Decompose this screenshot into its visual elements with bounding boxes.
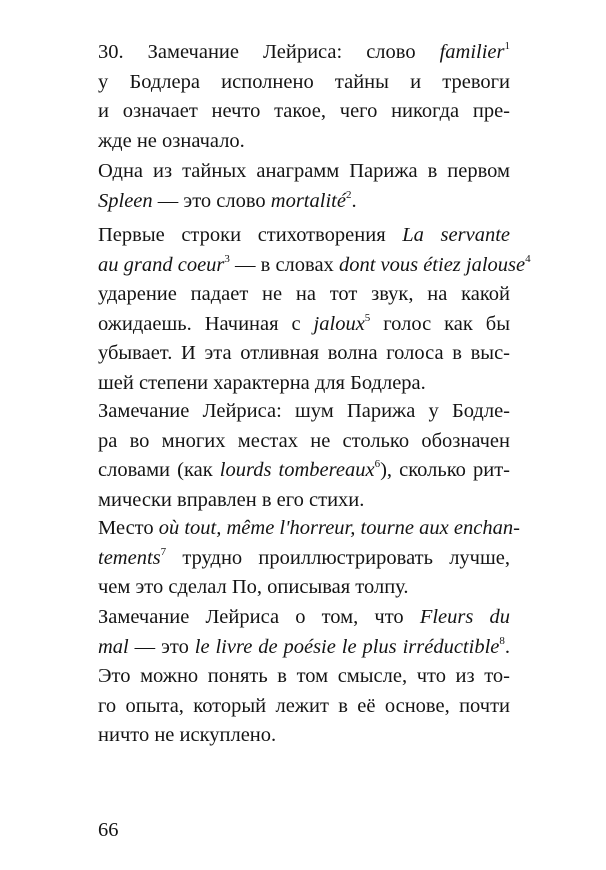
footnote-marker: 7 — [160, 545, 167, 558]
text-run: жде не означало. — [98, 129, 245, 152]
text-line — [98, 603, 510, 633]
text-line — [98, 97, 510, 127]
paragraph — [98, 157, 510, 216]
footnote-marker: 1 — [504, 40, 510, 53]
italic-text: où tout, même l'horreur, tourne aux enchan- — [158, 517, 520, 539]
italic-text: dont vous étiez jalouse — [338, 253, 526, 276]
italic-text: Fleurs du — [419, 606, 510, 628]
paragraph — [98, 603, 510, 751]
page-number: 66 — [98, 819, 119, 841]
italic-text: jaloux — [313, 312, 365, 335]
text-run: . — [504, 635, 510, 658]
paragraph — [98, 397, 510, 515]
text-run: 30. Замечание Лейриса: слово — [98, 41, 440, 63]
text-run: голос как бы — [370, 312, 510, 335]
footnote-marker: 4 — [525, 252, 531, 265]
text-line — [98, 221, 510, 251]
footnote-marker: 5 — [364, 311, 371, 324]
text-run: и означает нечто такое, чего никогда пре- — [98, 100, 510, 122]
text-line — [98, 280, 510, 310]
text-run: — в словах — [229, 253, 339, 276]
text-run: мически вправлен в его стихи. — [98, 488, 365, 511]
text-run: словами (как — [98, 459, 220, 481]
paragraph — [98, 221, 531, 398]
text-run: Первые строки стихотворения — [98, 224, 403, 246]
text-line — [98, 662, 510, 692]
text-run: Это можно понять в том смысле, что из то- — [98, 665, 510, 687]
italic-text: mortalité — [270, 189, 346, 212]
text-line — [98, 310, 510, 340]
text-run: Замечание Лейриса: шум Парижа у Бодле- — [98, 400, 510, 422]
text-run: — это — [128, 635, 195, 658]
text-line — [98, 456, 510, 486]
text-line — [98, 369, 510, 399]
text-line — [98, 692, 510, 722]
paragraph — [98, 38, 510, 156]
text-line — [98, 633, 510, 663]
italic-text: tements — [98, 546, 161, 569]
text-run: — это слово — [152, 189, 271, 212]
text-line — [98, 544, 510, 574]
italic-text: le livre de poésie le plus irréductible — [194, 635, 500, 658]
text-run: ожидаешь. Начиная с — [98, 312, 314, 335]
text-run: ра во многих местах не столько обозначен — [98, 429, 510, 452]
text-line — [98, 339, 510, 369]
text-line — [98, 157, 510, 187]
text-line — [98, 38, 510, 68]
text-line — [98, 486, 510, 516]
italic-text: lourds tombereaux — [219, 459, 375, 481]
italic-text: familier — [439, 41, 505, 63]
text-run: у Бодлера исполнено тайны и тревоги — [98, 70, 510, 93]
text-line — [98, 187, 510, 217]
text-run: ничто не искуплено. — [98, 724, 277, 746]
text-line — [98, 573, 510, 603]
text-line — [98, 251, 531, 281]
text-run: Замечание Лейриса о том, что — [98, 606, 420, 628]
text-run: трудно проиллюстрировать лучше, — [166, 546, 510, 569]
italic-text: au grand coeur — [98, 253, 225, 276]
text-line — [98, 397, 510, 427]
italic-text: Spleen — [98, 189, 153, 212]
footnote-marker: 2 — [345, 188, 352, 201]
text-run: убывает. И эта отливная волна голоса в выс- — [98, 342, 510, 364]
text-line — [98, 514, 520, 544]
footnote-marker: 3 — [224, 252, 230, 265]
italic-text: La servante — [402, 224, 510, 246]
footnote-marker: 8 — [499, 634, 505, 647]
text-run: шей степени характерна для Бодлера. — [98, 371, 426, 394]
text-run: го опыта, который лежит в её основе, почти — [98, 694, 510, 717]
text-line — [98, 721, 510, 751]
text-run: Одна из тайных анаграмм Парижа в первом — [98, 160, 510, 182]
text-run: ), сколько рит- — [380, 459, 511, 481]
text-line — [98, 68, 510, 98]
text-run: чем это сделал По, описывая толпу. — [98, 576, 409, 598]
text-line — [98, 127, 510, 157]
paragraph — [98, 514, 520, 603]
italic-text: mal — [98, 635, 129, 658]
text-run: Место — [98, 517, 159, 539]
text-run: ударение падает не на тот звук, на какой — [98, 283, 510, 305]
text-run: . — [351, 189, 357, 212]
footnote-marker: 6 — [374, 458, 381, 471]
text-line — [98, 427, 510, 457]
